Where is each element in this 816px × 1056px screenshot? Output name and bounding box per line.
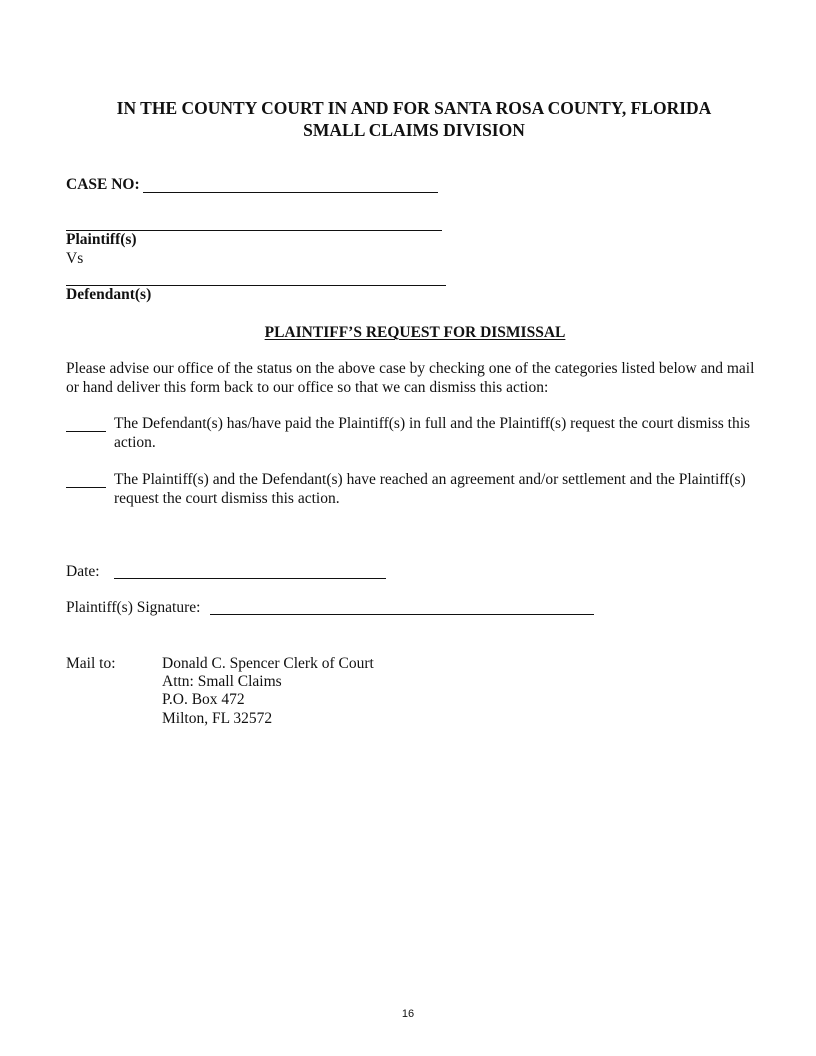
- instructions-paragraph: Please advise our office of the status on the above case by checking one of the categories listed below and mail or hand deliver this form back to our office so that we can dismiss this action:: [66, 360, 755, 396]
- option-2-text: The Plaintiff(s) and the Defendant(s) have reached an agreement and/or settlement and the Plaintiff(s) request the court dismiss this action.: [114, 471, 746, 507]
- vs-label: Vs: [66, 250, 84, 267]
- case-no-field[interactable]: [143, 192, 438, 193]
- mail-address-line: Donald C. Spencer Clerk of Court: [162, 655, 374, 672]
- plaintiff-label: Plaintiff(s): [66, 231, 137, 248]
- signature-field[interactable]: [210, 614, 594, 615]
- date-label: Date:: [66, 563, 100, 580]
- option-1-text: The Defendant(s) has/have paid the Plaintiff(s) in full and the Plaintiff(s) request the court dismiss this action.: [114, 415, 751, 451]
- option-2-check-blank[interactable]: [66, 487, 106, 488]
- signature-label: Plaintiff(s) Signature:: [66, 599, 201, 616]
- date-field[interactable]: [114, 578, 386, 579]
- option-1-check-blank[interactable]: [66, 431, 106, 432]
- page-number: 16: [401, 1008, 415, 1020]
- court-heading: IN THE COUNTY COURT IN AND FOR SANTA ROSA COUNTY, FLORIDA: [116, 98, 712, 118]
- division-heading: SMALL CLAIMS DIVISION: [303, 120, 525, 140]
- mail-address-line: Milton, FL 32572: [162, 710, 273, 727]
- mail-address-line: Attn: Small Claims: [162, 673, 282, 690]
- defendant-label: Defendant(s): [66, 286, 152, 303]
- mail-to-label: Mail to:: [66, 655, 116, 672]
- case-no-label: CASE NO:: [66, 176, 140, 193]
- form-title: PLAINTIFF’S REQUEST FOR DISMISSAL: [264, 324, 566, 341]
- mail-address-line: P.O. Box 472: [162, 691, 245, 708]
